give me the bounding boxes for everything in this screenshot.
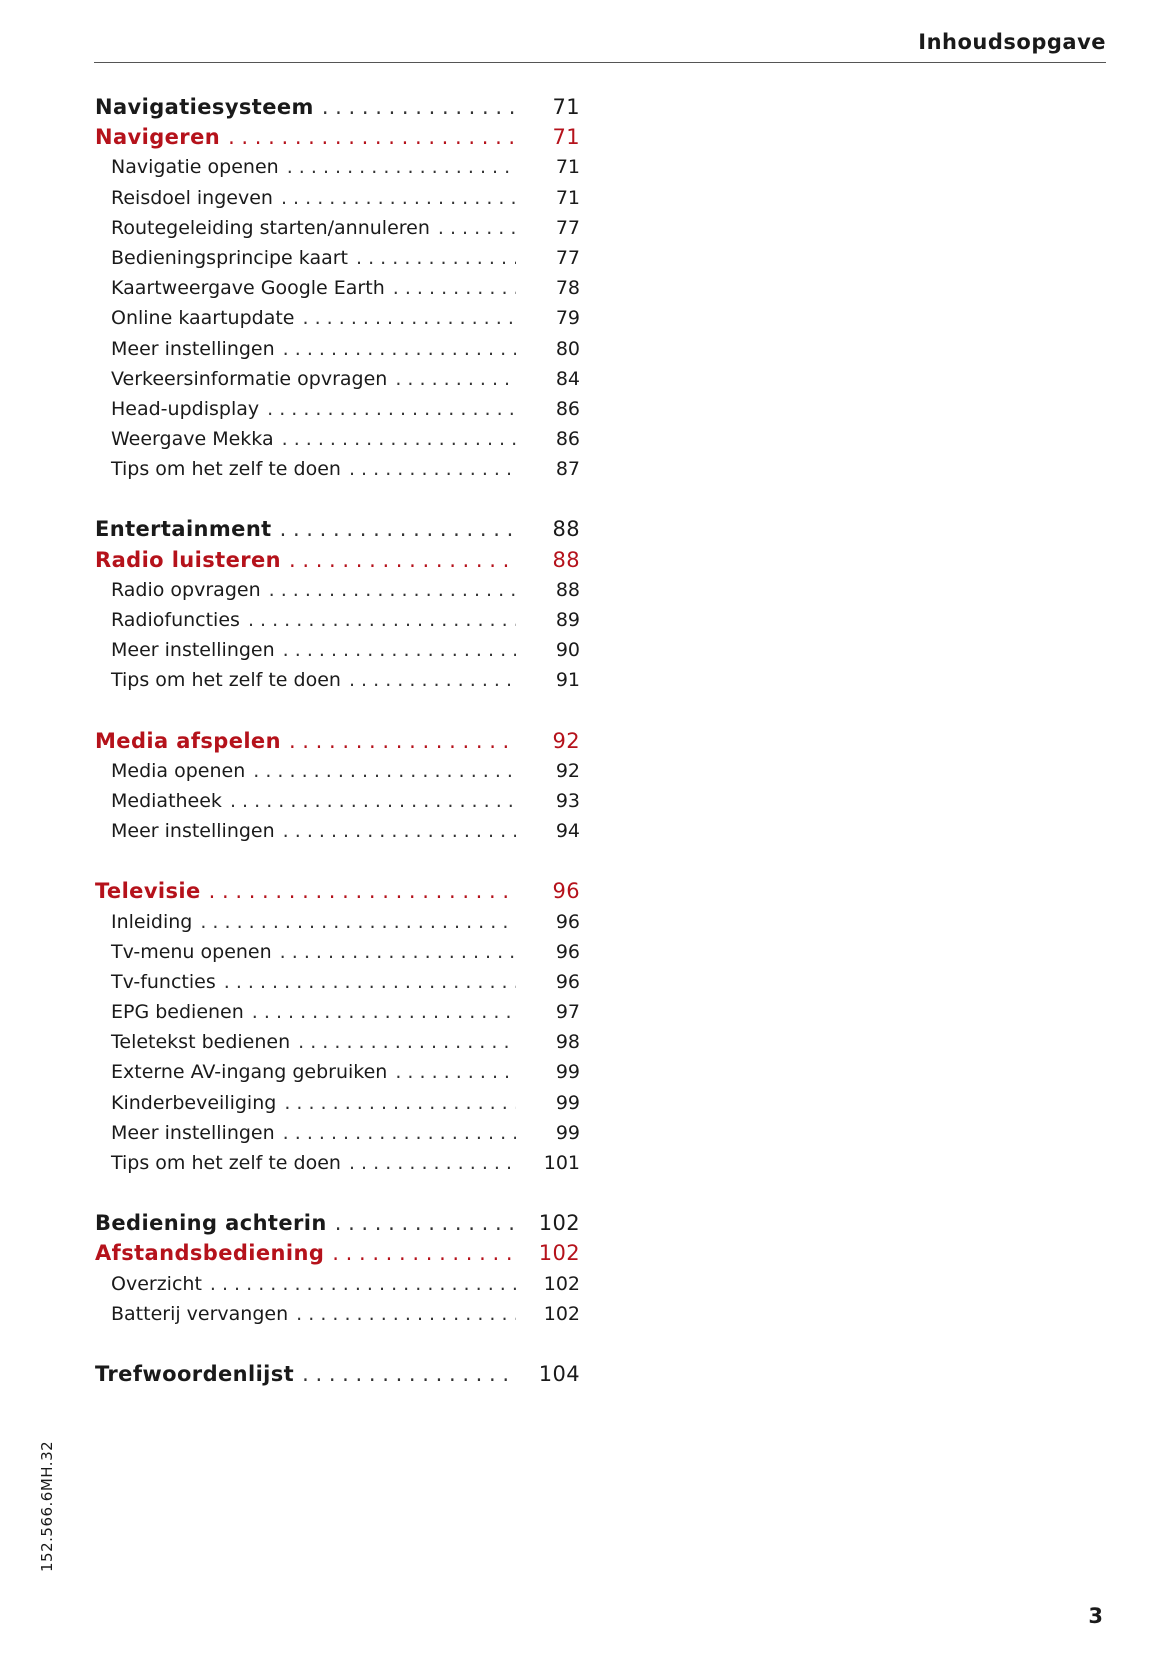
toc-entry-label: Kaartweergave Google Earth	[111, 277, 385, 300]
toc-entry[interactable]	[95, 394, 580, 424]
toc-entry-label: Radio luisteren	[95, 547, 281, 572]
toc-entry[interactable]	[95, 1299, 580, 1329]
toc-entry-label: Externe AV-ingang gebruiken	[111, 1061, 388, 1084]
toc-entry-page: 84	[555, 367, 580, 390]
dot-leader	[287, 152, 516, 182]
toc-entry-page: 71	[552, 95, 580, 119]
dot-leader	[322, 92, 516, 122]
toc-entry-page: 79	[555, 307, 580, 330]
dot-leader	[438, 213, 516, 243]
toc-entry-page: 89	[555, 609, 580, 631]
toc-entry-page: 78	[555, 277, 580, 300]
dot-leader	[280, 514, 516, 544]
toc-section	[95, 876, 580, 1178]
dot-leader	[332, 1238, 516, 1268]
dot-leader	[210, 1269, 516, 1299]
toc-entry-page: 102	[538, 1211, 580, 1236]
toc-entry-page: 99	[555, 1091, 580, 1114]
dot-leader	[289, 726, 516, 756]
page-header-title: Inhoudsopgave	[918, 30, 1106, 54]
toc-entry[interactable]	[95, 183, 580, 213]
dot-leader	[356, 243, 516, 273]
dot-leader	[393, 273, 516, 303]
dot-leader	[335, 1208, 516, 1238]
toc-entry-label: Head-updisplay	[111, 397, 260, 420]
toc-entry[interactable]	[95, 454, 580, 484]
dot-leader	[303, 303, 517, 333]
toc-entry[interactable]	[95, 273, 580, 303]
toc-entry-page: 96	[552, 879, 580, 904]
toc-entry-label: Navigeren	[95, 125, 221, 150]
dot-leader	[296, 1299, 516, 1329]
toc-entry-page: 104	[538, 1361, 580, 1386]
dot-leader	[209, 876, 516, 906]
toc-entry-page: 88	[552, 547, 580, 572]
toc-entry[interactable]	[95, 997, 580, 1027]
toc-entry-page: 99	[555, 1121, 580, 1144]
dot-leader	[349, 665, 516, 695]
toc-entry-label: Tips om het zelf te doen	[111, 1152, 341, 1174]
toc-entry[interactable]	[95, 816, 580, 846]
toc-entry[interactable]	[95, 1088, 580, 1118]
toc-section-heading[interactable]	[95, 726, 580, 756]
dot-leader	[283, 635, 516, 665]
table-of-contents	[95, 92, 580, 1419]
dot-leader	[349, 454, 516, 484]
toc-chapter-heading[interactable]	[95, 1359, 580, 1389]
toc-entry-label: Trefwoordenlijst	[95, 1361, 295, 1386]
dot-leader	[395, 364, 516, 394]
toc-section	[95, 726, 580, 847]
header-divider	[94, 62, 1106, 63]
toc-entry-page: 88	[552, 517, 580, 542]
toc-entry[interactable]	[95, 665, 580, 695]
toc-entry-page: 87	[555, 458, 580, 481]
toc-entry-label: Meer instellingen	[111, 337, 275, 360]
toc-entry-page: 88	[555, 578, 580, 601]
toc-entry-label: Inleiding	[111, 910, 193, 933]
toc-entry[interactable]	[95, 213, 580, 243]
toc-entry-label: Tv-functies	[111, 970, 216, 993]
toc-entry-page: 94	[555, 820, 580, 843]
dot-leader	[349, 1148, 516, 1178]
toc-entry[interactable]	[95, 1118, 580, 1148]
toc-entry-page: 97	[555, 1001, 580, 1024]
toc-entry-label: Tips om het zelf te doen	[111, 669, 341, 692]
toc-entry-page: 80	[555, 337, 580, 360]
toc-entry-page: 102	[538, 1241, 580, 1266]
toc-entry-label: Bediening achterin	[95, 1211, 327, 1236]
dot-leader	[230, 786, 516, 816]
toc-entry-label: Entertainment	[95, 517, 272, 542]
dot-leader	[302, 1359, 516, 1389]
toc-section	[95, 1359, 580, 1389]
toc-entry-page: 77	[555, 216, 580, 239]
toc-entry-page: 96	[555, 910, 580, 933]
toc-entry-page: 77	[555, 246, 580, 269]
dot-leader	[280, 937, 516, 967]
toc-entry[interactable]	[95, 1027, 580, 1057]
toc-entry-label: Mediatheek	[111, 789, 222, 812]
toc-entry-label: Routegeleiding starten/annuleren	[111, 216, 430, 239]
toc-entry-label: Reisdoel ingeven	[111, 186, 273, 209]
dot-leader	[200, 907, 516, 937]
dot-leader	[281, 183, 516, 213]
toc-chapter-heading[interactable]	[95, 514, 580, 544]
toc-entry[interactable]	[95, 907, 580, 937]
toc-entry-label: EPG bedienen	[111, 1001, 244, 1024]
toc-section	[95, 92, 580, 484]
toc-entry-label: Meer instellingen	[111, 639, 275, 662]
toc-entry-page: 71	[555, 186, 580, 209]
dot-leader	[395, 1057, 516, 1087]
toc-entry-label: Batterij vervangen	[111, 1302, 289, 1325]
toc-entry[interactable]	[95, 786, 580, 816]
toc-entry-label: Teletekst bedienen	[111, 1031, 291, 1054]
toc-entry-page: 102	[543, 1302, 580, 1325]
toc-entry[interactable]	[95, 1148, 580, 1178]
toc-entry[interactable]	[95, 756, 580, 786]
dot-leader	[253, 756, 516, 786]
toc-entry-label: Meer instellingen	[111, 820, 275, 843]
toc-entry-page: 96	[555, 970, 580, 993]
toc-entry[interactable]	[95, 334, 580, 364]
dot-leader	[267, 394, 516, 424]
toc-entry-label: Tv-menu openen	[111, 940, 272, 963]
toc-entry-label: Weergave Mekka	[111, 428, 274, 451]
toc-section	[95, 514, 580, 695]
toc-entry[interactable]	[95, 243, 580, 273]
toc-entry[interactable]	[95, 152, 580, 182]
toc-entry[interactable]	[95, 937, 580, 967]
toc-entry[interactable]	[95, 967, 580, 997]
toc-entry-label: Navigatie openen	[111, 156, 279, 179]
dot-leader	[284, 1088, 516, 1118]
toc-entry-page: 92	[555, 759, 580, 782]
toc-entry-page: 86	[555, 428, 580, 451]
toc-entry[interactable]	[95, 424, 580, 454]
toc-chapter-heading[interactable]	[95, 92, 580, 122]
toc-entry-label: Bedieningsprincipe kaart	[111, 246, 348, 269]
toc-entry-label: Meer instellingen	[111, 1121, 275, 1144]
toc-entry-label: Verkeersinformatie opvragen	[111, 367, 388, 390]
toc-entry[interactable]	[95, 1269, 580, 1299]
toc-entry-label: Overzicht	[111, 1272, 202, 1295]
toc-entry-label: Media afspelen	[95, 728, 281, 753]
page-number: 3	[1088, 1604, 1103, 1628]
toc-entry-label: Online kaartupdate	[111, 307, 295, 330]
dot-leader	[283, 334, 516, 364]
toc-entry-page: 71	[552, 125, 580, 150]
toc-section-heading[interactable]	[95, 1238, 580, 1268]
toc-entry-page: 101	[543, 1152, 580, 1174]
toc-section-heading[interactable]	[95, 876, 580, 906]
toc-entry-label: Radio opvragen	[111, 578, 261, 601]
dot-leader	[298, 1027, 516, 1057]
document-code: 152.566.6MH.32	[38, 1440, 56, 1572]
dot-leader	[283, 816, 516, 846]
dot-leader	[252, 997, 516, 1027]
toc-entry-page: 102	[543, 1272, 580, 1295]
toc-entry-page: 96	[555, 940, 580, 963]
toc-entry-page: 71	[555, 156, 580, 179]
toc-entry-label: Afstandsbediening	[95, 1241, 325, 1266]
toc-entry-page: 99	[555, 1061, 580, 1084]
toc-section-heading[interactable]	[95, 545, 580, 575]
toc-entry-page: 93	[555, 789, 580, 812]
toc-entry[interactable]	[95, 303, 580, 333]
toc-entry[interactable]	[95, 635, 580, 665]
toc-entry-label: Radiofuncties	[111, 609, 240, 631]
dot-leader	[282, 424, 516, 454]
dot-leader	[269, 575, 516, 605]
toc-entry-label: Navigatiesysteem	[95, 95, 314, 119]
dot-leader	[228, 122, 516, 152]
toc-entry-page: 86	[555, 397, 580, 420]
toc-entry[interactable]	[95, 605, 580, 635]
toc-entry-label: Media openen	[111, 759, 246, 782]
toc-entry[interactable]	[95, 1057, 580, 1087]
toc-entry-page: 98	[555, 1031, 580, 1054]
dot-leader	[283, 1118, 516, 1148]
dot-leader	[289, 545, 516, 575]
toc-entry-page: 92	[552, 728, 580, 753]
toc-entry[interactable]	[95, 364, 580, 394]
dot-leader	[224, 967, 516, 997]
toc-entry-label: Tips om het zelf te doen	[111, 458, 341, 481]
toc-section-heading[interactable]	[95, 122, 580, 152]
toc-entry[interactable]	[95, 575, 580, 605]
dot-leader	[248, 605, 516, 635]
toc-entry-label: Kinderbeveiliging	[111, 1091, 277, 1114]
toc-entry-page: 90	[555, 639, 580, 662]
toc-chapter-heading[interactable]	[95, 1208, 580, 1238]
toc-entry-page: 91	[555, 669, 580, 692]
toc-entry-label: Televisie	[95, 879, 201, 904]
toc-section	[95, 1208, 580, 1329]
